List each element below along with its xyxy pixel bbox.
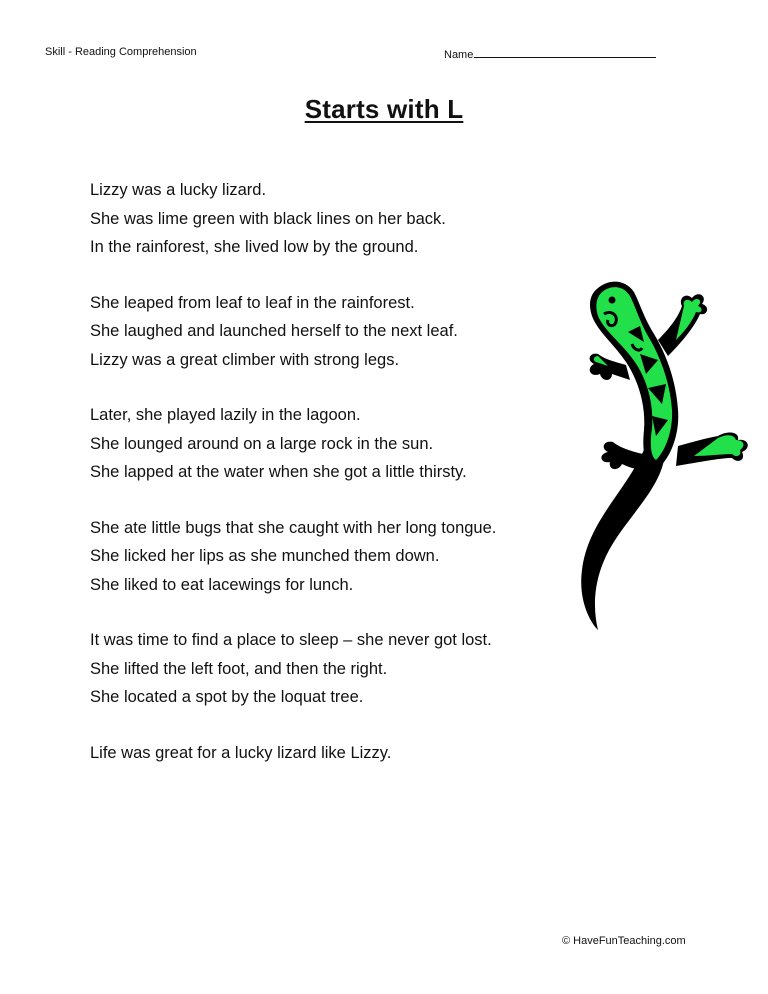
story-paragraph <box>90 626 580 712</box>
story-line: In the rainforest, she lived low by the ground. <box>90 238 419 256</box>
story-line: Lizzy was a great climber with strong legs. <box>90 350 400 369</box>
story-paragraph <box>90 739 580 768</box>
story-line: Life was great for a lucky lizard like Lizzy. <box>90 743 392 762</box>
story-line: Lizzy was a lucky lizard. <box>90 181 267 199</box>
story-line: She lifted the left foot, and then the right. <box>90 659 388 678</box>
story-paragraph <box>90 514 580 600</box>
story-line: She licked her lips as she munched them down. <box>90 547 440 565</box>
story-line: She lounged around on a large rock in the sun. <box>90 434 434 453</box>
story-line: It was time to find a place to sleep – she never got lost. <box>90 631 492 649</box>
story-line: Later, she played lazily in the lagoon. <box>90 406 361 424</box>
lizard-icon <box>568 270 754 640</box>
story-paragraph <box>90 289 580 375</box>
name-blank-line[interactable] <box>474 46 656 58</box>
story-line: She was lime green with black lines on her back. <box>90 209 446 228</box>
story-line: She liked to eat lacewings for lunch. <box>90 575 354 594</box>
story-paragraph <box>90 176 580 262</box>
story-line: She lapped at the water when she got a little thirsty. <box>90 463 467 481</box>
story-line: She leaped from leaf to leaf in the rainforest. <box>90 293 415 312</box>
page-title: Starts with L <box>304 94 464 124</box>
story-line: She ate little bugs that she caught with her long tongue. <box>90 518 497 537</box>
copyright-footer: © HaveFunTeaching.com <box>562 935 686 947</box>
story-line: She located a spot by the loquat tree. <box>90 688 364 706</box>
name-field[interactable] <box>444 46 656 61</box>
skill-label: Skill - Reading Comprehension <box>45 46 197 58</box>
story-line: She laughed and launched herself to the next leaf. <box>90 322 458 340</box>
story-text <box>90 176 580 794</box>
name-label: Name <box>444 49 474 61</box>
story-paragraph <box>90 401 580 487</box>
